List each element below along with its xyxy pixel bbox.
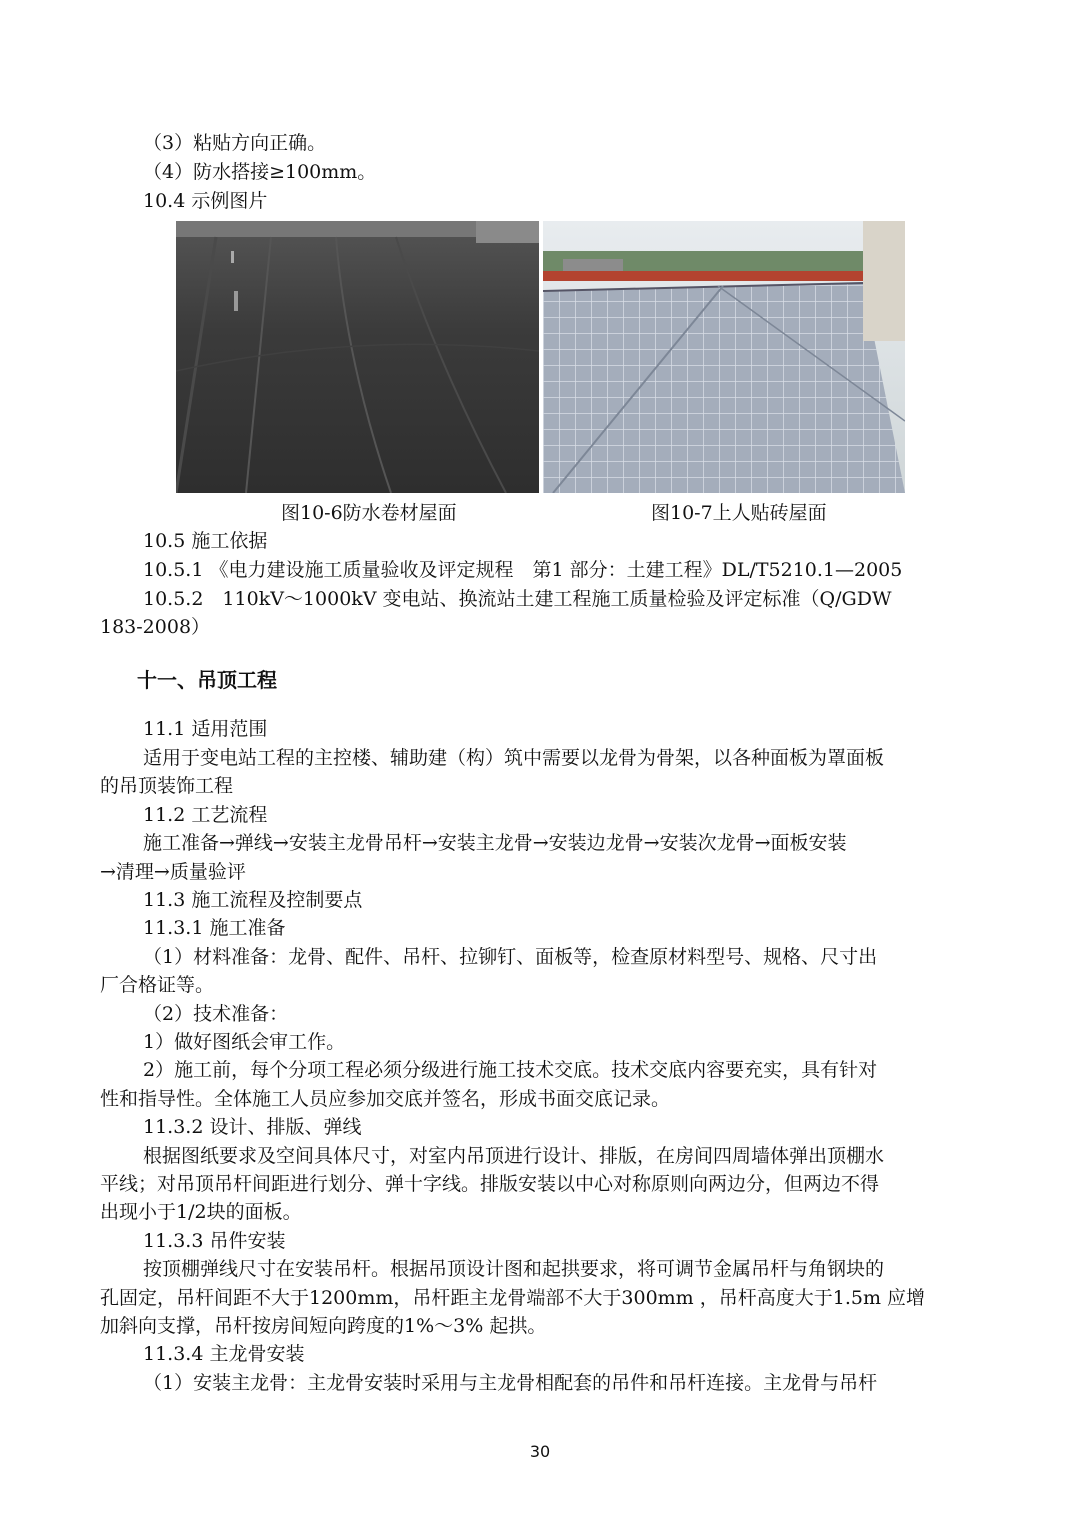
paragraph-line: 加斜向支撑，吊杆按房间短向跨度的1%～3% 起拱。 bbox=[100, 1315, 547, 1337]
waterproof-membrane-roof-photo bbox=[176, 221, 539, 493]
paragraph-line: （1）材料准备：龙骨、配件、吊杆、拉铆钉、面板等，检查原材料型号、规格、尺寸出 bbox=[143, 946, 878, 968]
paragraph-line: 11.3.3 吊件安装 bbox=[143, 1230, 286, 1252]
reference-item-continued: 183-2008） bbox=[100, 616, 211, 638]
paragraph-line: 1）做好图纸会审工作。 bbox=[143, 1031, 346, 1053]
paragraph-line: 根据图纸要求及空间具体尺寸，对室内吊顶进行设计、排版，在房间四周墙体弹出顶棚水 bbox=[143, 1145, 885, 1167]
figure-caption: 图10-7上人贴砖屋面 bbox=[651, 502, 827, 524]
paragraph-line: 11.3.1 施工准备 bbox=[143, 917, 286, 939]
paragraph-line: 平线；对吊顶吊杆间距进行划分、弹十字线。排版安装以中心对称原则向两边分，但两边不得 bbox=[100, 1173, 880, 1195]
paragraph-line: 出现小于1/2块的面板。 bbox=[100, 1201, 302, 1223]
paragraph-line: 11.1 适用范围 bbox=[143, 718, 268, 740]
paragraph-line: 11.3.2 设计、排版、弹线 bbox=[143, 1116, 362, 1138]
paragraph-line: 适用于变电站工程的主控楼、辅助建（构）筑中需要以龙骨为骨架，以各种面板为罩面板 bbox=[143, 747, 885, 769]
paragraph-line: （1）安装主龙骨：主龙骨安装时采用与主龙骨相配套的吊件和吊杆连接。主龙骨与吊杆 bbox=[143, 1372, 878, 1394]
tiled-accessible-roof-photo bbox=[543, 221, 905, 493]
paragraph-line: 性和指导性。全体施工人员应参加交底并签名，形成书面交底记录。 bbox=[100, 1088, 671, 1110]
paragraph-line: 按顶棚弹线尺寸在安装吊杆。根据吊顶设计图和起拱要求，将可调节金属吊杆与角钢块的 bbox=[143, 1258, 885, 1280]
list-item: （3）粘贴方向正确。 bbox=[143, 132, 327, 154]
paragraph-line: 的吊顶装饰工程 bbox=[100, 775, 234, 797]
section-heading: 十一、吊顶工程 bbox=[137, 668, 277, 692]
paragraph-line: 厂合格证等。 bbox=[100, 974, 215, 996]
paragraph-line: 孔固定，吊杆间距不大于1200mm，吊杆距主龙骨端部不大于300mm ，吊杆高度大于1.5m 应增 bbox=[100, 1287, 925, 1309]
paragraph-line: 11.3.4 主龙骨安装 bbox=[143, 1343, 305, 1365]
figure-caption: 图10-6防水卷材屋面 bbox=[281, 502, 457, 524]
reference-item: 10.5.2 110kV～1000kV 变电站、换流站土建工程施工质量检验及评定标准（Q/GDW bbox=[143, 588, 892, 610]
reference-item: 10.5.1 《电力建设施工质量验收及评定规程 第1 部分：土建工程》DL/T5210.1—2005 bbox=[143, 559, 903, 581]
paragraph-line: →清理→质量验评 bbox=[100, 861, 246, 883]
paragraph-line: （2）技术准备： bbox=[143, 1003, 289, 1025]
paragraph-line: 施工准备→弹线→安装主龙骨吊杆→安装主龙骨→安装边龙骨→安装次龙骨→面板安装 bbox=[143, 832, 847, 854]
paragraph-line: 11.3 施工流程及控制要点 bbox=[143, 889, 363, 911]
subsection-title: 10.4 示例图片 bbox=[143, 190, 268, 212]
paragraph-line: 11.2 工艺流程 bbox=[143, 804, 268, 826]
list-item: （4）防水搭接≥100mm。 bbox=[143, 161, 377, 183]
paragraph-line: 2）施工前，每个分项工程必须分级进行施工技术交底。技术交底内容要充实，具有针对 bbox=[143, 1059, 878, 1081]
page-number: 30 bbox=[529, 1442, 551, 1461]
subsection-title: 10.5 施工依据 bbox=[143, 530, 268, 552]
